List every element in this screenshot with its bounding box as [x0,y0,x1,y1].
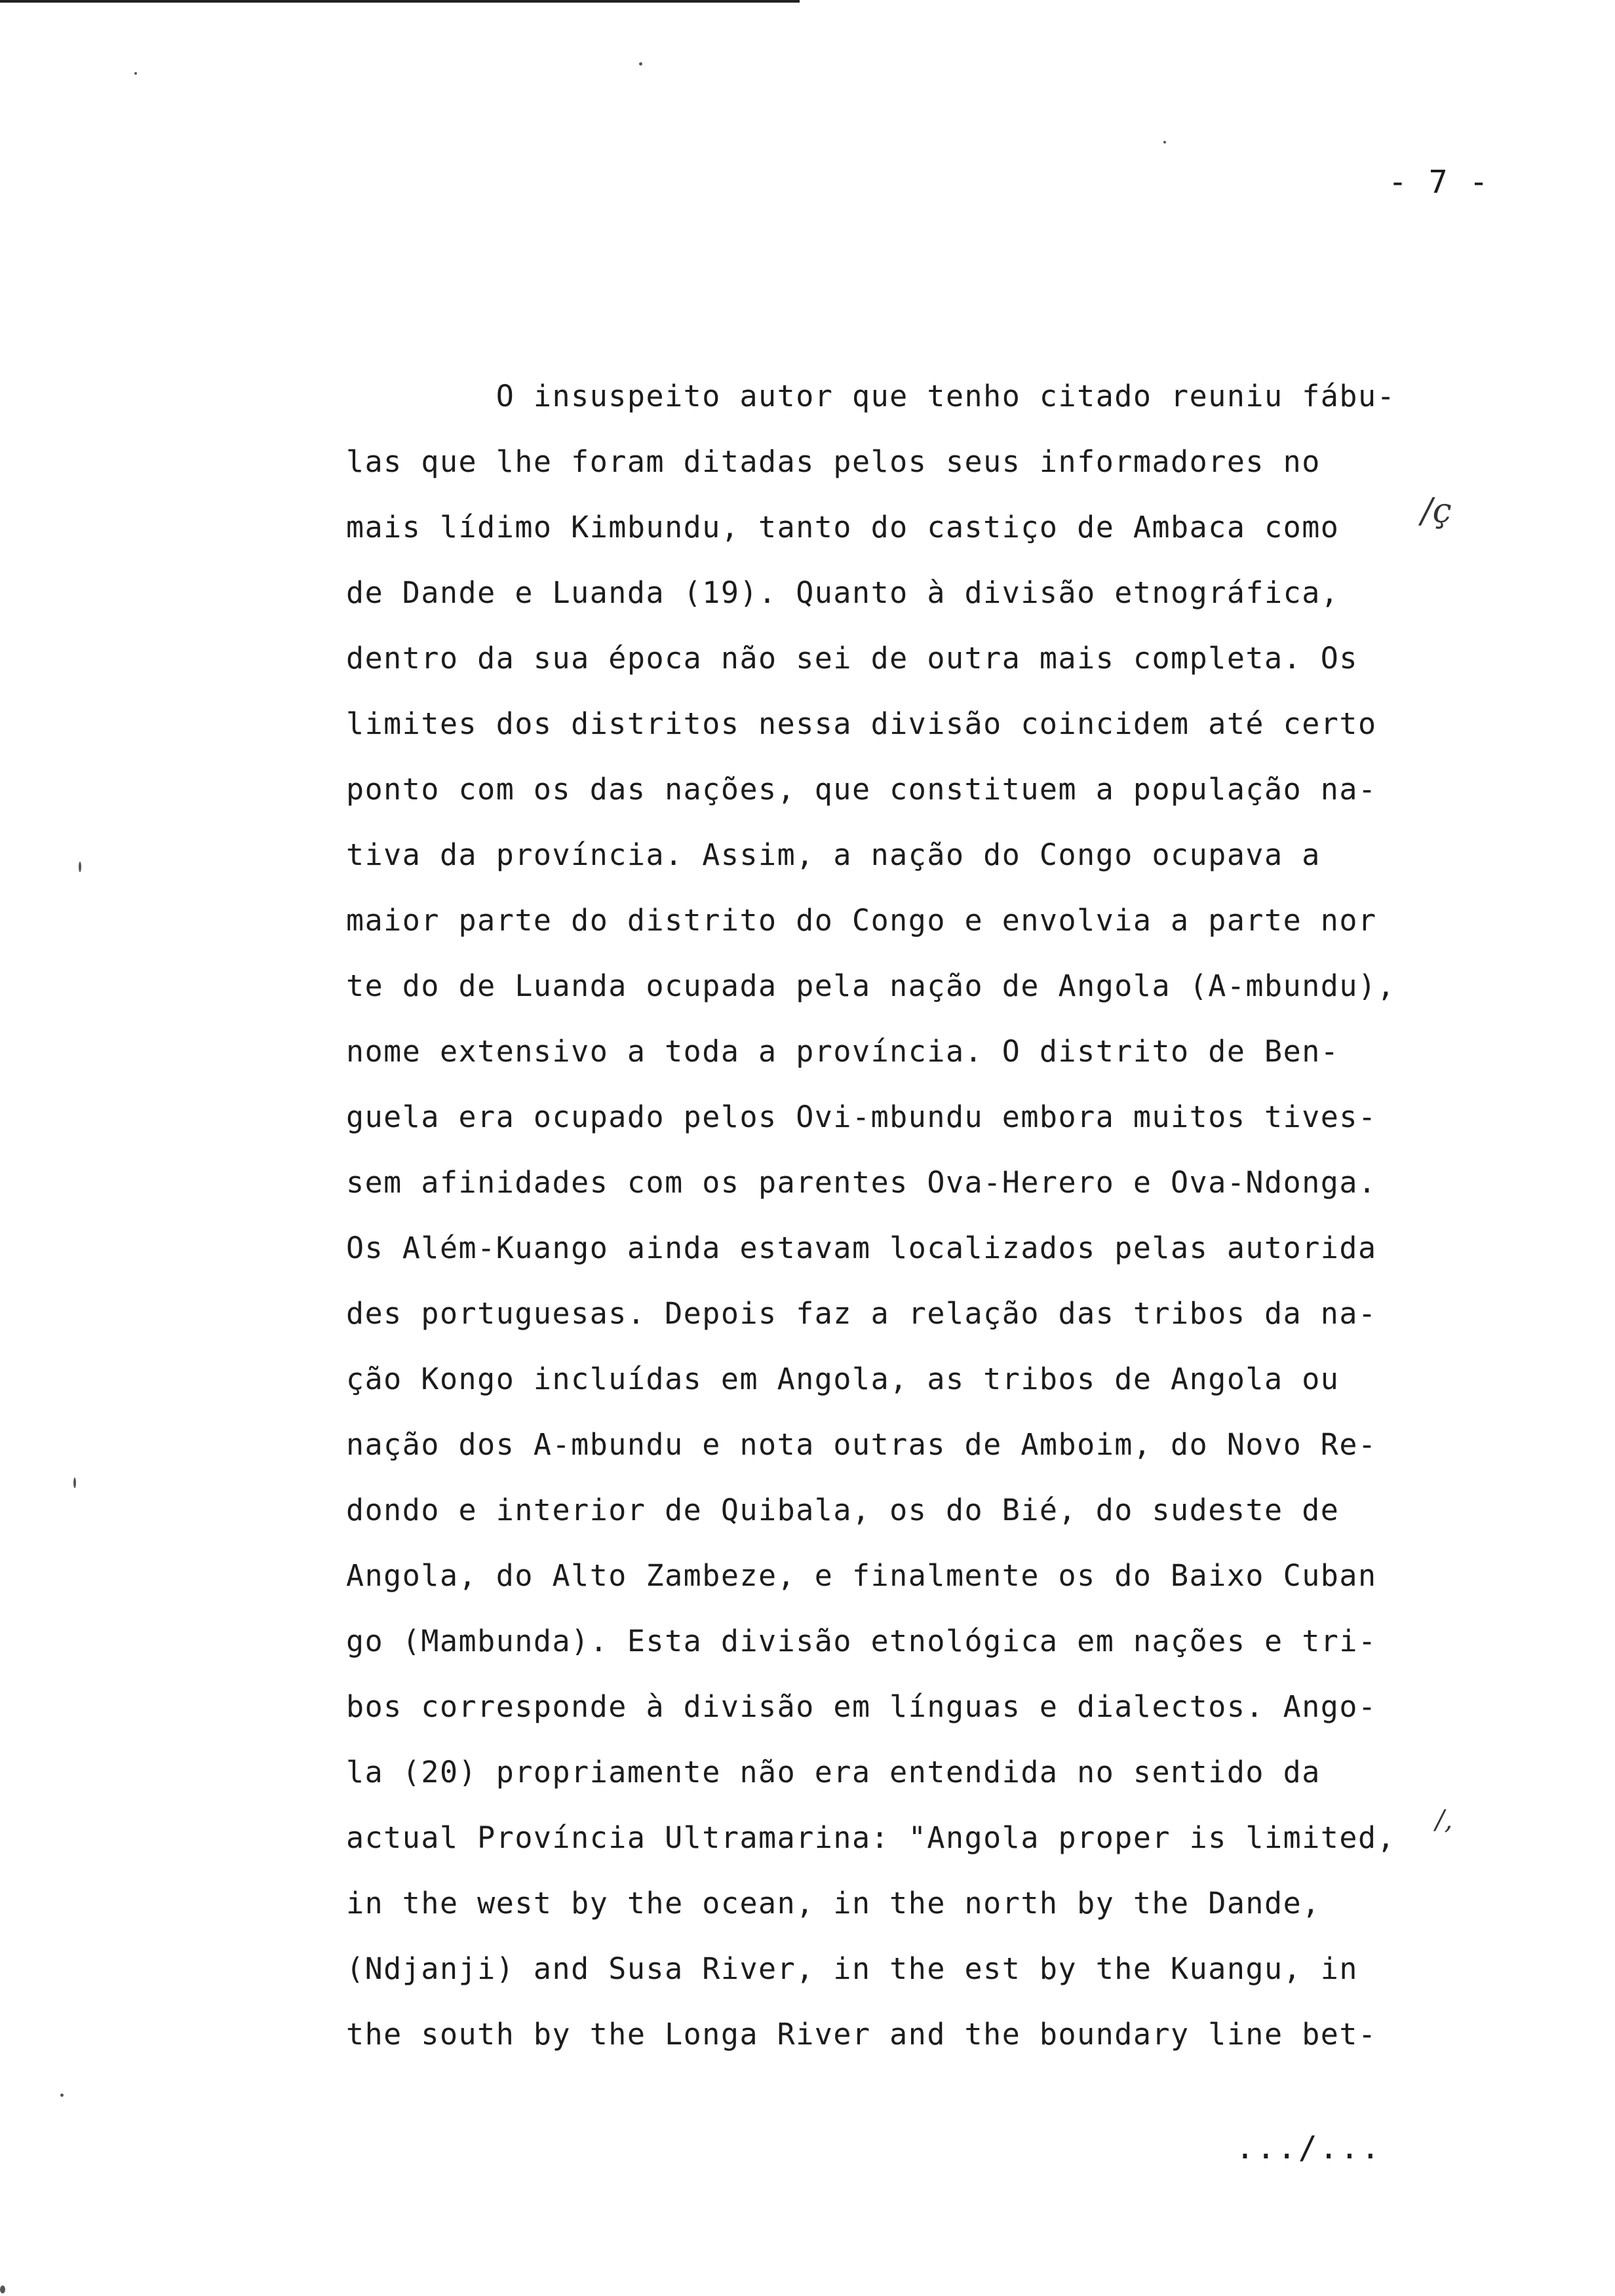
text-line: ção Kongo incluídas em Angola, as tribos de Angola ou [346,1362,1340,1396]
scan-speck [0,2286,5,2293]
text-line: bos corresponde à divisão em línguas e dialectos. Ango- [346,1689,1377,1724]
text-line: actual Província Ultramarina: "Angola proper is limited, [346,1820,1396,1855]
text-line: sem afinidades com os parentes Ova-Herero e Ova-Ndonga. [346,1165,1377,1200]
body-text [346,364,1473,2067]
text-line: the south by the Longa River and the boundary line bet- [346,2017,1377,2052]
text-line: ponto com os das nações, que constituem a população na- [346,772,1377,807]
text-line: las que lhe foram ditadas pelos seus informadores no [346,444,1321,479]
text-line: dondo e interior de Quibala, os do Bié, do sudeste de [346,1493,1340,1527]
text-line: de Dande e Luanda (19). Quanto à divisão etnográfica, [346,575,1340,610]
text-line: in the west by the ocean, in the north by the Dande, [346,1886,1321,1921]
text-line: (Ndjanji) and Susa River, in the est by the Kuangu, in [346,1951,1358,1986]
scan-speck [60,2094,64,2097]
scan-speck [1163,141,1166,144]
scan-speck [639,62,642,66]
text-line: limites dos distritos nessa divisão coincidem até certo [346,706,1377,741]
handwritten-margin-note: /, [1435,1805,1453,1835]
text-line: maior parte do distrito do Congo e envolvia a parte nor [346,903,1377,938]
text-line: des portuguesas. Depois faz a relação das tribos da na- [346,1296,1377,1331]
text-line: go (Mambunda). Esta divisão etnológica em nações e tri- [346,1624,1377,1658]
text-line: nação dos A-mbundu e nota outras de Amboim, do Novo Re- [346,1427,1377,1462]
handwritten-margin-note: /ç [1421,491,1452,531]
text-line: mais lídimo Kimbundu, tanto do castiço de Ambaca como [346,510,1340,545]
continuation-marker: .../... [1236,2130,1382,2166]
text-line: guela era ocupado pelos Ovi-mbundu embora muitos tives- [346,1100,1377,1134]
text-line: O insuspeito autor que tenho citado reuniu fábu- [346,379,1396,413]
text-line: nome extensivo a toda a província. O distrito de Ben- [346,1034,1340,1069]
text-line: Angola, do Alto Zambeze, e finalmente os do Baixo Cuban [346,1558,1377,1593]
text-line: la (20) propriamente não era entendida no sentido da [346,1755,1321,1789]
text-line: dentro da sua época não sei de outra mais completa. Os [346,641,1358,676]
text-line: te do de Luanda ocupada pela nação de Angola (A-mbundu), [346,968,1396,1003]
text-line: Os Além-Kuango ainda estavam localizados pelas autorida [346,1231,1377,1265]
scan-speck [73,1478,76,1488]
scan-speck [79,862,81,872]
top-edge-rule [0,0,800,3]
page-number: - 7 - [1388,164,1490,201]
scan-speck [134,72,137,75]
text-line: tiva da província. Assim, a nação do Congo ocupava a [346,837,1321,872]
